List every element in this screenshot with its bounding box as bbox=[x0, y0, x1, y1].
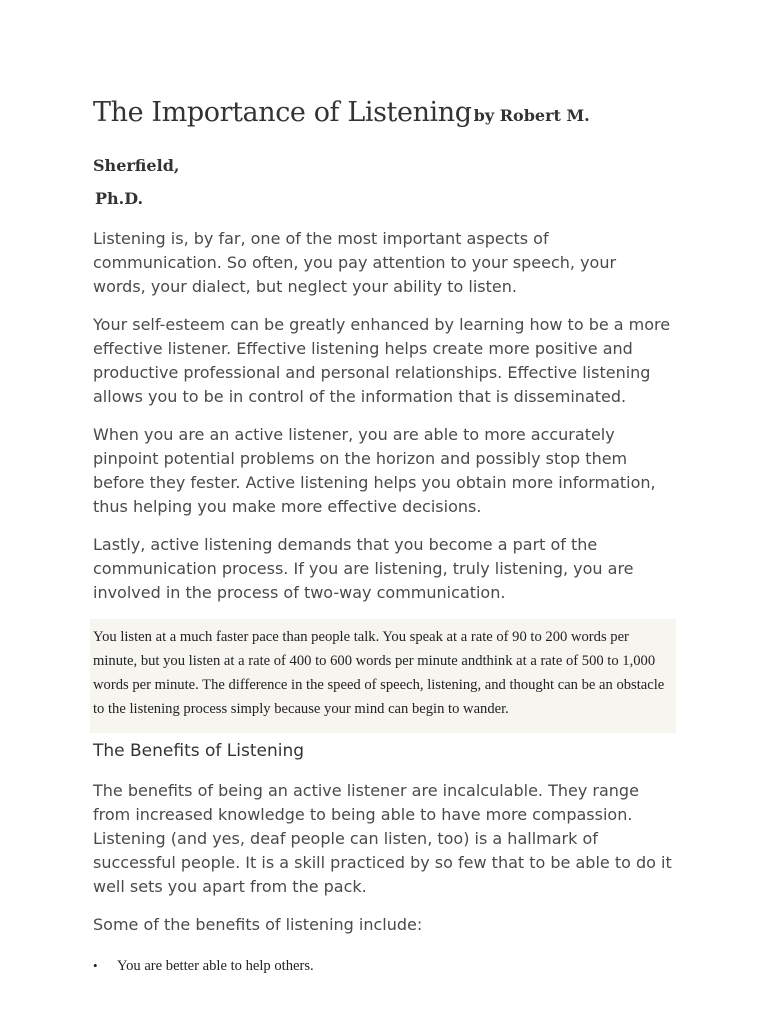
section-paragraph-2: Some of the benefits of listening include: bbox=[93, 915, 423, 934]
article-byline-suffix: Ph.D. bbox=[95, 189, 144, 208]
bullet-icon: • bbox=[93, 958, 98, 973]
article-title-main: The Importance of Listening bbox=[93, 97, 472, 128]
callout-text: You listen at a much faster pace than people talk. You speak at a rate of 90 to 200 words per minute, but you listen at a rate of 400 to 600 words per minute andthink at a rate of 500 to 1,000 words per minute. The difference in the speed of speech, listening, and thought can be an obstacle to the listening process simply because your mind can begin to wander. bbox=[93, 629, 665, 717]
callout-box bbox=[90, 619, 676, 733]
article-byline: by Robert M. Sherfield, bbox=[93, 106, 590, 175]
paragraph-2: Your self-esteem can be greatly enhanced by learning how to be a more effective listener. Effective listening helps create more positive and productive professional and personal relationships. Effective listening allows you to be in control of the information that is disseminated. bbox=[93, 315, 671, 406]
paragraph-3: When you are an active listener, you are able to more accurately pinpoint potential problems on the horizon and possibly stop them before they fester. Active listening helps you obtain more information, thus helping you make more effective decisions. bbox=[93, 425, 656, 516]
benefits-list bbox=[93, 955, 678, 977]
section-paragraph-1: The benefits of being an active listener are incalculable. They range from increased knowledge to being able to have more compassion. Listening (and yes, deaf people can listen, too) is a hallmark of successful people. It is a skill practiced by so few that to be able to do it well sets you apart from the pack. bbox=[93, 781, 672, 896]
list-item-text: You are better able to help others. bbox=[117, 958, 314, 974]
article-title bbox=[93, 88, 678, 188]
list-item bbox=[93, 955, 678, 977]
paragraph-4: Lastly, active listening demands that you become a part of the communication process. If you are listening, truly listening, you are involved in the process of two-way communication. bbox=[93, 535, 634, 602]
section-heading: The Benefits of Listening bbox=[93, 741, 305, 761]
paragraph-1: Listening is, by far, one of the most important aspects of communication. So often, you pay attention to your speech, your words, your dialect, but neglect your ability to listen. bbox=[93, 229, 617, 296]
